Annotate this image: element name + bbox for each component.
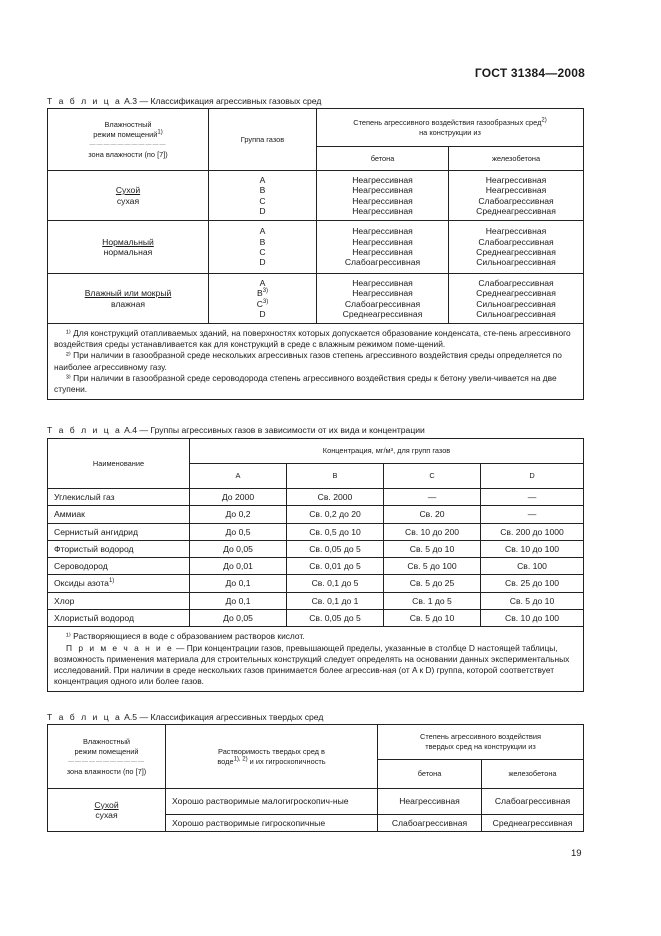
table-cell: Св. 5 до 10: [384, 540, 481, 557]
table-note: [54, 643, 577, 688]
table-cell: —: [481, 489, 584, 506]
cell-text: Неагрессивная: [352, 174, 413, 185]
cell-text: Оксиды азота: [54, 578, 109, 589]
table-cell: Св. 0,01 до 5: [287, 558, 384, 575]
header-aggression-degree: [317, 109, 584, 147]
header-concrete: бетона: [317, 147, 449, 171]
cell-text: режим помещений: [74, 746, 139, 756]
humidity-mode-cell: [48, 171, 209, 221]
cell-text: 1): [108, 578, 115, 585]
cell-text: Сильноагрессивная: [476, 298, 556, 309]
table-cell: Хорошо растворимые гигроскопичные: [166, 815, 378, 832]
table-cell: До 0,5: [190, 523, 287, 540]
header-aggression-degree: [378, 725, 584, 760]
table-row: [48, 610, 584, 627]
concrete-degree-cell: [317, 274, 449, 324]
cell-text: режим помещений: [93, 129, 158, 139]
table-cell: Неагрессивная: [378, 789, 482, 815]
table-cell: До 0,1: [190, 592, 287, 609]
header-group-d: D: [481, 464, 584, 489]
cell-text: Среднеагрессивная: [476, 247, 556, 257]
table-cell: Св. 0,1 до 5: [287, 575, 384, 592]
table-row: [48, 171, 584, 221]
table-cell: Сернистый ангидрид: [48, 523, 190, 540]
humidity-mode-cell: [48, 789, 166, 832]
header-humidity-mode: [48, 725, 166, 789]
cell-text: 3): [262, 298, 269, 305]
footnotes: [48, 324, 584, 400]
header-gas-group: Группа газов: [209, 109, 317, 171]
cell-text: сухая: [116, 195, 140, 206]
cell-text: Неагрессивная: [485, 174, 547, 185]
cell-text: Слабоагрессивная: [478, 195, 554, 206]
page-number: 19: [571, 848, 582, 859]
table-cell: —: [481, 506, 584, 523]
table-cell: Фтористый водород: [48, 540, 190, 557]
table-cell: Хлор: [48, 592, 190, 609]
table-a3-caption: Т а б л и ц а А.3 — Классификация агрессивных газовых сред: [47, 96, 322, 106]
cell-text: [52, 130, 204, 140]
table-cell: Хлористый водород: [48, 610, 190, 627]
table-cell: Слабоагрессивная: [482, 789, 584, 815]
cell-text: [213, 299, 312, 309]
cell-text: [213, 288, 312, 298]
table-cell: Св. 10 до 200: [384, 523, 481, 540]
cell-text: Неагрессивная: [485, 226, 547, 237]
cell-text: зона влажности (по [7]): [88, 149, 168, 159]
cell-text: Сухой: [94, 799, 119, 810]
table-cell: До 0,05: [190, 540, 287, 557]
header-reinforced-concrete: железобетона: [482, 760, 584, 789]
header-group-a: A: [190, 464, 287, 489]
cell-text: Неагрессивная: [352, 277, 413, 288]
table-cell: До 0,01: [190, 558, 287, 575]
table-cell: Св. 5 до 100: [384, 558, 481, 575]
table-a3: [47, 108, 584, 400]
cell-text: на конструкции из: [419, 127, 481, 137]
cell-text: нормальная: [103, 247, 153, 257]
table-cell: Аммиак: [48, 506, 190, 523]
table-cell: Св. 0,2 до 20: [287, 506, 384, 523]
gas-groups-cell: [209, 274, 317, 324]
cell-text: Влажностный: [82, 736, 131, 746]
table-cell: Св. 2000: [287, 489, 384, 506]
footnotes-row: [48, 627, 584, 692]
table-a4-caption: Т а б л и ц а А.4 — Группы агрессивных газов в зависимости от их вида и концентрации: [47, 425, 425, 435]
table-cell: Св. 200 до 1000: [481, 523, 584, 540]
cell-text: D: [259, 205, 266, 216]
table-row: [48, 274, 584, 324]
cell-text: Нормальный: [102, 236, 154, 247]
footnote-1: ¹⁾ Для конструкций отапливаемых зданий, на поверхностях которых допускается образование конденсата, сте-пень агрессивного воздействия среды устанавливается как для конструкций в среде с влажным режимом поме-щений.: [54, 328, 571, 350]
table-cell: Св. 20: [384, 506, 481, 523]
cell-text: 2): [541, 117, 547, 124]
cell-text: [170, 757, 373, 767]
concrete-degree-cell: [317, 171, 449, 221]
cell-text: D: [259, 308, 266, 319]
cell-text: [321, 118, 579, 128]
table-cell: Углекислый газ: [48, 489, 190, 506]
table-cell: Хорошо растворимые малогигроскопич-ные: [166, 789, 378, 815]
humidity-mode-cell: [48, 221, 209, 274]
humidity-mode-cell: [48, 274, 209, 324]
footnotes: [48, 627, 584, 692]
cell-text: B: [259, 236, 266, 247]
cell-text: Сильноагрессивная: [476, 308, 556, 319]
table-cell: До 0,2: [190, 506, 287, 523]
table-row: [48, 592, 584, 609]
table-row: [48, 506, 584, 523]
cell-text: D: [259, 257, 266, 268]
cell-text: — При концентрации газов, превышающей пределы, указанные в столбце D настоящей таблицы, возможность применения материала для строительных конструкций следует определять на основании данных экспериментальных исследований. При наличии в среде нескольких газов принимается более агрессив-ная (от A к D) группа, которой соответствует концентрация одного или более газов.: [54, 642, 570, 687]
table-cell: Среднеагрессивная: [482, 815, 584, 832]
header-group-c: C: [384, 464, 481, 489]
cell-text: Среднеагрессивная: [476, 288, 556, 299]
cell-text: A: [259, 174, 266, 185]
cell-text: воде: [217, 756, 234, 766]
cell-text: 3): [262, 288, 269, 295]
table-cell: Св. 10 до 100: [481, 610, 584, 627]
header-divider: ———————————: [68, 758, 145, 765]
cell-text: Степень агрессивного воздействия: [420, 732, 541, 741]
gas-groups-cell: [209, 221, 317, 274]
reinforced-degree-cell: [449, 221, 584, 274]
cell-text: Неагрессивная: [352, 226, 413, 237]
cell-text: зона влажности (по [7]): [66, 766, 147, 776]
cell-text: Неагрессивная: [352, 205, 413, 216]
concrete-degree-cell: [317, 221, 449, 274]
footnotes-row: [48, 324, 584, 400]
header-group-b: B: [287, 464, 384, 489]
cell-text: A: [259, 226, 266, 237]
table-cell: Св. 0,1 до 1: [287, 592, 384, 609]
cell-text: Среднеагрессивная: [476, 205, 556, 216]
cell-text: 1): [157, 129, 163, 136]
cell-text: влажная: [110, 298, 146, 309]
table-cell: Св. 0,05 до 5: [287, 610, 384, 627]
table-cell: Св. 25 до 100: [481, 575, 584, 592]
table-a4: [47, 438, 584, 692]
gas-groups-cell: [209, 171, 317, 221]
table-cell: До 2000: [190, 489, 287, 506]
header-humidity-mode: [48, 109, 209, 171]
cell-text: A: [259, 277, 266, 288]
table-cell: Сероводород: [48, 558, 190, 575]
cell-text: B: [256, 288, 263, 299]
cell-text: Влажностный: [104, 119, 152, 129]
cell-text: Среднеагрессивная: [342, 308, 423, 319]
cell-text: C: [259, 195, 266, 206]
footnote-3: ³⁾ При наличии в газообразной среде сероводорода степень агрессивного воздействия среды к бетону увели-чивается на две ступени.: [54, 372, 557, 395]
table-cell: До 0,1: [190, 575, 287, 592]
cell-text: и их гигроскопичность: [247, 756, 326, 766]
cell-text: 1), 2): [233, 756, 248, 763]
table-cell: Св. 1 до 5: [384, 592, 481, 609]
header-divider: ———————————: [89, 141, 167, 148]
cell-text: Неагрессивная: [352, 288, 413, 299]
table-cell: Св. 5 до 25: [384, 575, 481, 592]
table-cell: Св. 0,05 до 5: [287, 540, 384, 557]
cell-text: Неагрессивная: [352, 247, 413, 257]
cell-text: B: [259, 185, 266, 196]
cell-text: П р и м е ч а н и е: [66, 642, 174, 653]
header-solubility: [166, 725, 378, 789]
table-a5-caption: Т а б л и ц а А.5 — Классификация агрессивных твердых сред: [47, 712, 324, 722]
reinforced-degree-cell: [449, 171, 584, 221]
table-a5: [47, 724, 584, 832]
table-row: [48, 789, 584, 815]
cell-text: Слабоагрессивная: [478, 236, 554, 247]
table-cell: Слабоагрессивная: [378, 815, 482, 832]
cell-text: Неагрессивная: [352, 236, 413, 247]
table-cell: —: [384, 489, 481, 506]
cell-text: Неагрессивная: [485, 185, 547, 196]
cell-text: Слабоагрессивная: [344, 257, 421, 268]
document-code: ГОСТ 31384—2008: [474, 66, 585, 80]
cell-text: Степень агрессивного воздействия газообразных сред: [353, 117, 542, 127]
table-cell: До 0,05: [190, 610, 287, 627]
table-row: [48, 575, 584, 592]
cell-text: Влажный или мокрый: [84, 288, 172, 299]
table-cell: Св. 0,5 до 10: [287, 523, 384, 540]
table-row: [48, 558, 584, 575]
header-reinforced-concrete: железобетона: [449, 147, 584, 171]
cell-text: Слабоагрессивная: [478, 277, 554, 288]
header-name: Наименование: [48, 439, 190, 489]
cell-text: сухая: [95, 810, 118, 820]
cell-text: Сухой: [115, 185, 141, 196]
header-concentration: Концентрация, мг/м³, для групп газов: [190, 439, 584, 464]
table-row: [48, 540, 584, 557]
table-cell: [48, 575, 190, 592]
table-row: [48, 523, 584, 540]
cell-text: C: [259, 247, 266, 257]
table-cell: Св. 100: [481, 558, 584, 575]
cell-text: Сильноагрессивная: [476, 257, 556, 268]
table-cell: Св. 5 до 10: [481, 592, 584, 609]
cell-text: твердых сред на конструкции из: [425, 742, 536, 751]
table-row: [48, 221, 584, 274]
table-cell: Св. 5 до 10: [384, 610, 481, 627]
reinforced-degree-cell: [449, 274, 584, 324]
cell-text: Неагрессивная: [352, 185, 413, 196]
footnote-2: ²⁾ При наличии в газообразной среде нескольких агрессивных газов степень агрессивного воздействия среды определяется по наиболее агрессивному газу.: [54, 350, 562, 372]
cell-text: Растворимость твердых сред в: [218, 746, 325, 756]
footnote-1: ¹⁾ Растворяющиеся в воде с образованием растворов кислот.: [66, 631, 305, 642]
cell-text: C: [256, 298, 263, 309]
table-row: [48, 489, 584, 506]
cell-text: Неагрессивная: [352, 195, 413, 206]
header-concrete: бетона: [378, 760, 482, 789]
table-cell: Св. 10 до 100: [481, 540, 584, 557]
cell-text: Слабоагрессивная: [344, 298, 421, 309]
